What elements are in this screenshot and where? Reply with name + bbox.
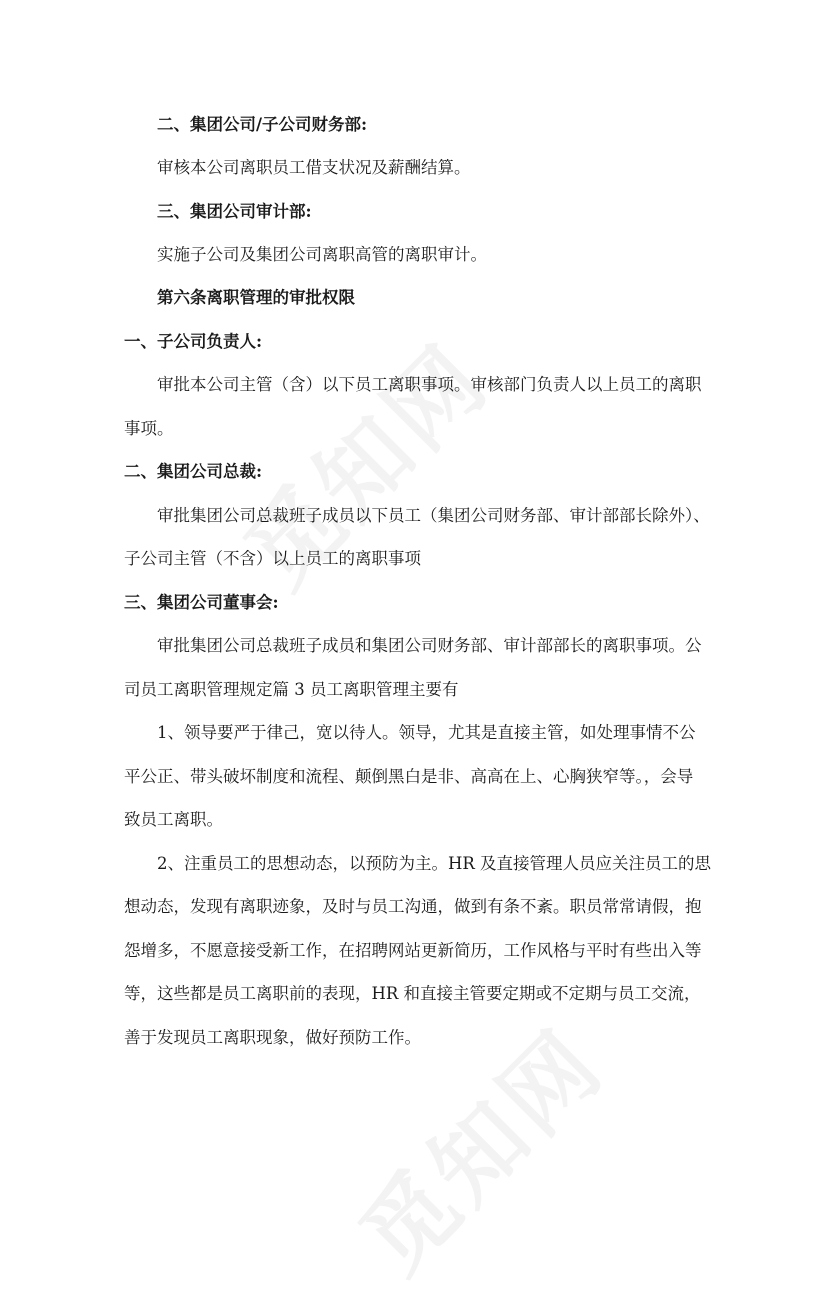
paragraph-group-ceo: 审批集团公司总裁班子成员以下员工（集团公司财务部、审计部部长除外）、 bbox=[157, 506, 710, 525]
paragraph-point-2: 2、注重员工的思想动态，以预防为主。HR 及直接管理人员应关注员工的思 bbox=[157, 854, 712, 873]
paragraph-point-1: 1、领导要严于律己，宽以待人。领导，尤其是直接主管，如处理事情不公 bbox=[157, 723, 696, 742]
heading-subsidiary-head: 一、子公司负责人: bbox=[124, 332, 263, 351]
paragraph-board: 审批集团公司总裁班子成员和集团公司财务部、审计部部长的离职事项。公 bbox=[157, 636, 702, 655]
heading-article-6: 第六条离职管理的审批权限 bbox=[157, 288, 355, 307]
paragraph-point-2-cont: 怨增多，不愿意接受新工作，在招聘网站更新简历，工作风格与平时有些出入等 bbox=[124, 941, 702, 960]
paragraph-point-2-cont: 想动态，发现有离职迹象，及时与员工沟通，做到有条不紊。职员常常请假，抱 bbox=[124, 897, 702, 916]
paragraph-group-ceo-cont: 子公司主管（不含）以上员工的离职事项 bbox=[124, 549, 421, 568]
paragraph-board-cont: 司员工离职管理规定篇 3 员工离职管理主要有 bbox=[124, 680, 459, 699]
paragraph-subsidiary-head: 审批本公司主管（含）以下员工离职事项。审核部门负责人以上员工的离职 bbox=[157, 375, 702, 394]
paragraph-audit-dept: 实施子公司及集团公司离职高管的离职审计。 bbox=[157, 245, 487, 264]
paragraph-point-2-end: 善于发现员工离职现象，做好预防工作。 bbox=[124, 1028, 421, 1047]
paragraph-point-1-cont: 平公正、带头破坏制度和流程、颠倒黑白是非、高高在上、心胸狭窄等。，会导 bbox=[124, 767, 694, 786]
paragraph-point-2-cont: 等，这些都是员工离职前的表现，HR 和直接主管要定期或不定期与员工交流， bbox=[124, 984, 701, 1003]
heading-board: 三、集团公司董事会: bbox=[124, 593, 279, 612]
heading-audit-dept: 三、集团公司审计部: bbox=[157, 202, 312, 221]
paragraph-finance-dept: 审核本公司离职员工借支状况及薪酬结算。 bbox=[157, 158, 471, 177]
heading-group-ceo: 二、集团公司总裁: bbox=[124, 462, 263, 481]
paragraph-subsidiary-head-cont: 事项。 bbox=[124, 419, 174, 438]
paragraph-point-1-end: 致员工离职。 bbox=[124, 810, 223, 829]
heading-finance-dept: 二、集团公司/子公司财务部: bbox=[157, 115, 368, 134]
